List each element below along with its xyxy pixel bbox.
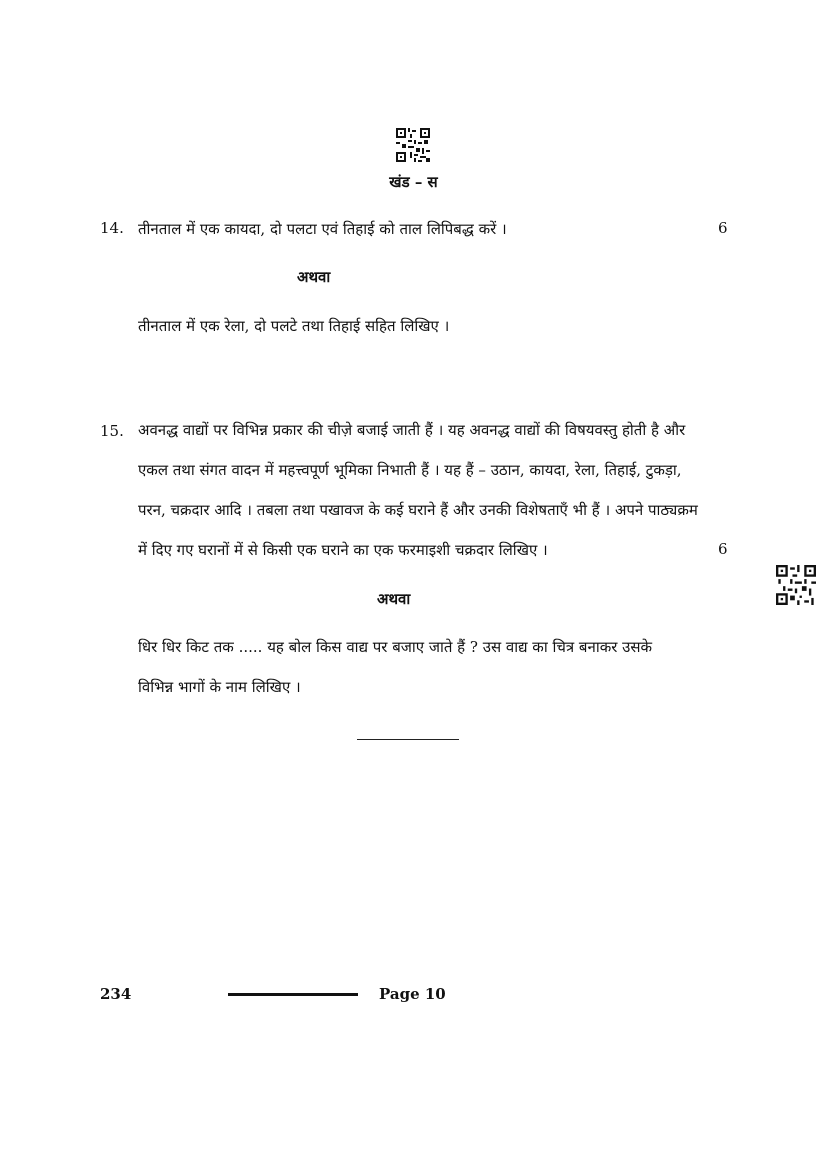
question-14-text: तीनताल में एक कायदा, दो पलटा एवं तिहाई को ताल लिपिबद्ध करें । — [138, 220, 507, 238]
question-15-text — [138, 410, 698, 570]
section-heading: खंड – स — [389, 173, 438, 191]
question-15-line: अवनद्ध वाद्यों पर विभिन्न प्रकार की चीज़े बजाई जाती हैं । यह अवनद्ध वाद्यों की विषयवस्तु होती है और — [138, 421, 686, 439]
question-15-alt-line: धिर धिर किट तक ..... यह बोल किस वाद्य पर बजाए जाते हैं ? उस वाद्य का चित्र बनाकर उसके — [138, 638, 653, 656]
qr-code-side — [776, 565, 816, 605]
question-15-line: एकल तथा संगत वादन में महत्त्वपूर्ण भूमिका निभाती हैं । यह हैं – उठान, कायदा, रेला, तिहाई, टुकड़ा, — [138, 461, 682, 479]
end-of-questions-rule — [357, 739, 459, 740]
paper-code: 234 — [100, 985, 132, 1003]
question-15-alternative — [138, 627, 698, 707]
footer-rule — [228, 993, 358, 996]
question-15-or-label: अथवा — [377, 590, 411, 608]
question-15-line: परन, चक्रदार आदि । तबला तथा पखावज के कई घराने हैं और उनकी विशेषताएँ भी हैं । अपने पाठ्यक्रम — [138, 501, 698, 519]
question-15-alt-line: विभिन्न भागों के नाम लिखिए । — [138, 678, 301, 696]
question-15-marks: 6 — [718, 540, 728, 558]
qr-code-top — [396, 128, 430, 162]
question-14-number: 14. — [100, 219, 124, 237]
question-15-number: 15. — [100, 422, 124, 440]
question-14-alternative: तीनताल में एक रेला, दो पलटे तथा तिहाई सहित लिखिए । — [138, 317, 450, 335]
page-number: Page 10 — [379, 985, 446, 1003]
question-14-marks: 6 — [718, 219, 728, 237]
question-14-or-label: अथवा — [297, 268, 331, 286]
question-15-line: में दिए गए घरानों में से किसी एक घराने का एक फरमाइशी चक्रदार लिखिए । — [138, 541, 548, 559]
